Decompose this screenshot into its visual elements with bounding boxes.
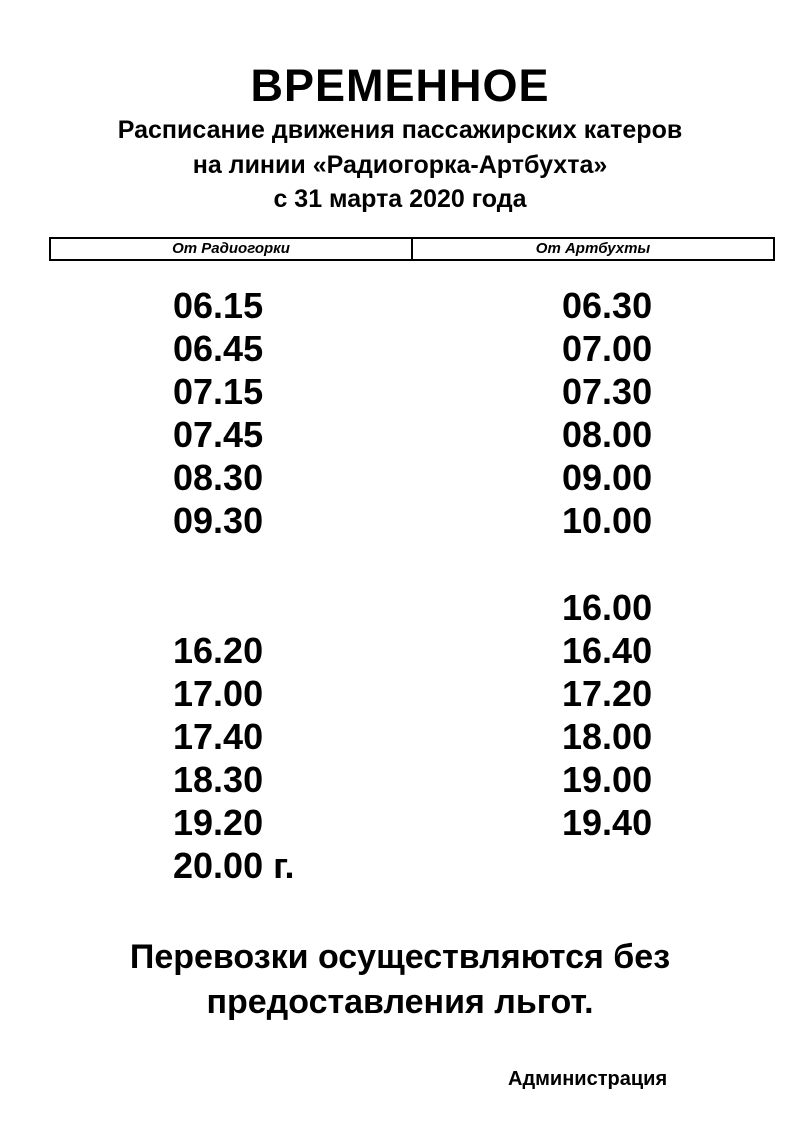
schedule-header-table bbox=[49, 237, 775, 261]
departure-time: 16.00 bbox=[562, 586, 653, 628]
departure-time: 16.40 bbox=[562, 629, 653, 671]
departure-time: 07.15 bbox=[173, 371, 264, 413]
departure-time bbox=[562, 543, 652, 586]
departure-time: 19.20 bbox=[173, 802, 264, 844]
departure-time: 18.00 bbox=[562, 715, 653, 757]
departures-from-radiogorka bbox=[173, 284, 294, 887]
column-header-from-artbukhta: От Артбухты bbox=[535, 240, 651, 257]
column-header-from-radiogorka: От Радиогорки bbox=[51, 239, 413, 259]
departure-time: 07.30 bbox=[562, 371, 653, 413]
departure-time: 08.00 bbox=[562, 414, 653, 456]
departure-time bbox=[562, 844, 652, 887]
page-title: ВРЕМЕННОЕ bbox=[250, 60, 550, 111]
departure-time: 09.30 bbox=[173, 500, 264, 542]
departure-time: 18.30 bbox=[173, 759, 264, 801]
departure-time bbox=[173, 543, 294, 586]
notice bbox=[0, 935, 800, 1025]
subtitle-line-1: Расписание движения пассажирских катеров bbox=[117, 116, 683, 144]
notice-line-1: Перевозки осуществляются без bbox=[129, 938, 671, 976]
notice-line-2: предоставления льгот. bbox=[206, 983, 594, 1021]
departure-time: 07.00 bbox=[562, 328, 653, 370]
departure-time: 20.00 г. bbox=[173, 845, 295, 887]
departure-time: 10.00 bbox=[562, 500, 653, 542]
departure-time: 19.00 bbox=[562, 759, 653, 801]
signature: Администрация bbox=[508, 1068, 668, 1090]
departure-time: 17.40 bbox=[173, 715, 264, 757]
departure-time: 07.45 bbox=[173, 414, 264, 456]
departure-time: 09.00 bbox=[562, 457, 653, 499]
departure-time: 06.30 bbox=[562, 285, 653, 326]
departure-time: 08.30 bbox=[173, 457, 264, 499]
departure-time: 06.15 bbox=[173, 285, 264, 326]
departure-time bbox=[173, 586, 294, 629]
departure-time: 16.20 bbox=[173, 629, 264, 671]
departures-from-artbukhta bbox=[562, 284, 652, 887]
subtitle-line-3: с 31 марта 2020 года bbox=[273, 185, 527, 213]
departure-time: 17.00 bbox=[173, 672, 264, 714]
departure-time: 06.45 bbox=[173, 328, 264, 370]
departure-time: 17.20 bbox=[562, 672, 653, 714]
departure-time: 19.40 bbox=[562, 802, 653, 844]
subtitle-line-2: на линии «Радиогорка-Артбухта» bbox=[192, 151, 608, 179]
